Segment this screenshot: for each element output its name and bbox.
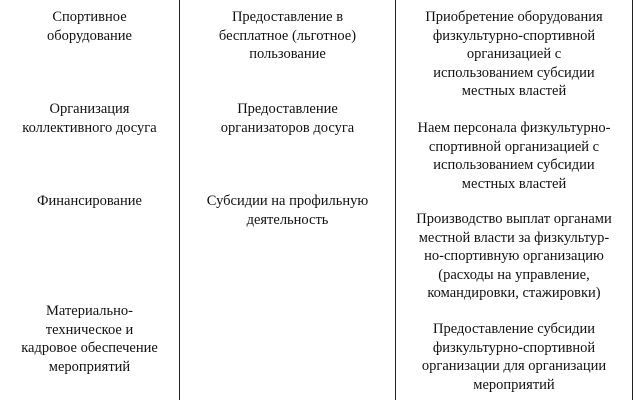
cell-line: кадровое обеспечение bbox=[21, 340, 158, 357]
description-cell bbox=[396, 119, 632, 193]
cell-line: Предоставление субсидии bbox=[432, 321, 596, 337]
cell-line: Наем персонала физкультурно- bbox=[417, 120, 611, 136]
method-cell bbox=[180, 192, 395, 229]
cell-line: но-спортивную организацию bbox=[424, 248, 604, 265]
method-cell bbox=[180, 8, 395, 64]
cell-line: командировки, стажировки) bbox=[427, 285, 601, 302]
cell-line: Субсидии на профильную bbox=[206, 193, 369, 209]
column-divider-3 bbox=[632, 0, 633, 400]
cell-line: Организация bbox=[49, 101, 130, 117]
cell-line: Производство выплат органами bbox=[416, 211, 612, 227]
cell-line: деятельность bbox=[246, 211, 329, 228]
cell-line: Спортивное bbox=[52, 9, 127, 25]
description-cell bbox=[396, 8, 632, 101]
cell-line: местной власти за физкультур- bbox=[418, 229, 610, 246]
cell-line: местных властей bbox=[461, 83, 567, 100]
category-cell bbox=[0, 100, 179, 137]
description-cell bbox=[396, 320, 632, 394]
cell-line: пользование bbox=[249, 46, 326, 63]
cell-line: организаторов досуга bbox=[220, 119, 355, 136]
cell-line: техническое и bbox=[45, 321, 134, 338]
cell-line: организацией с bbox=[466, 46, 562, 63]
cell-line: физкультурно-спортивной bbox=[432, 27, 596, 44]
cell-line: коллективного досуга bbox=[22, 119, 157, 136]
category-cell bbox=[0, 302, 179, 376]
category-cell bbox=[0, 192, 179, 211]
method-cell bbox=[180, 100, 395, 137]
cell-line: местных властей bbox=[461, 175, 567, 192]
cell-line: Приобретение оборудования bbox=[425, 9, 603, 25]
cell-line: физкультурно-спортивной bbox=[432, 339, 596, 356]
cell-line: использованием субсидии bbox=[433, 64, 595, 81]
cell-line: Материально- bbox=[46, 303, 133, 319]
cell-line: мероприятий bbox=[48, 358, 131, 375]
description-cell bbox=[396, 210, 632, 303]
cell-line: Финансирование bbox=[37, 193, 142, 209]
cell-line: оборудование bbox=[47, 27, 132, 44]
cell-line: организации для организации bbox=[421, 358, 607, 375]
cell-line: Предоставление в bbox=[231, 9, 344, 25]
cell-line: (расходы на управление, bbox=[438, 266, 590, 283]
cell-line: Предоставление bbox=[237, 101, 338, 117]
cell-line: использованием субсидии bbox=[433, 157, 595, 174]
cell-line: бесплатное (льготное) bbox=[218, 27, 357, 44]
category-cell bbox=[0, 8, 179, 45]
cell-line: спортивной организацией с bbox=[428, 138, 600, 155]
cell-line: мероприятий bbox=[473, 376, 555, 393]
